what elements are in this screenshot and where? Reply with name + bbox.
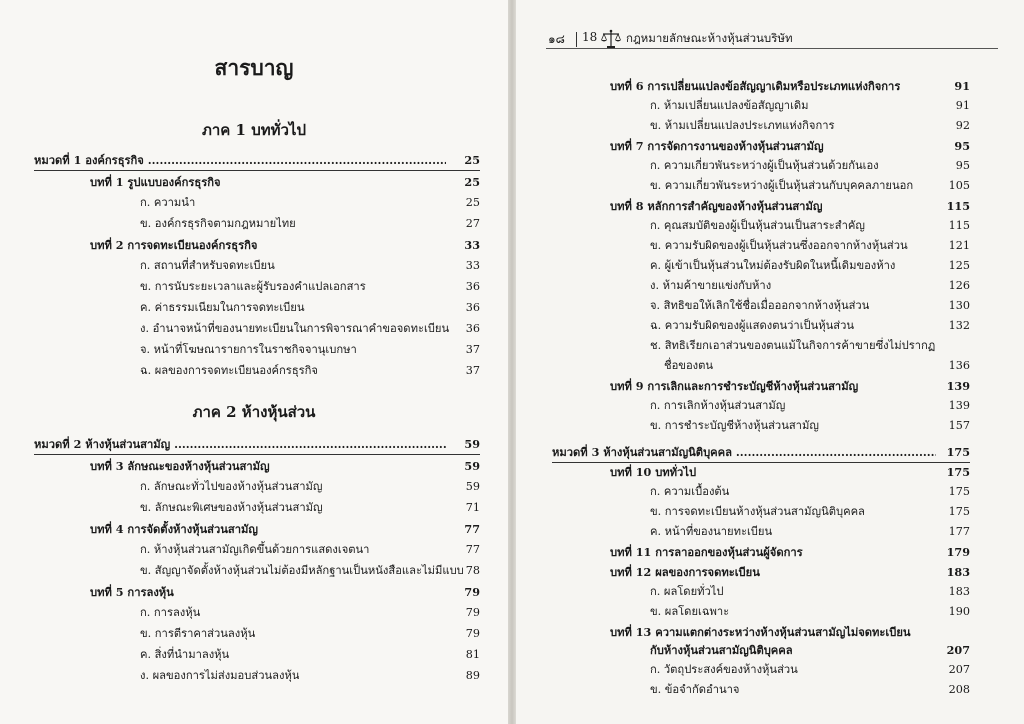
toc-entry-page: 95 [955,159,970,172]
toc-entry-label: บทที่ 1 รูปแบบองค์กรธุรกิจ [90,175,221,189]
toc-entry [140,193,480,213]
toc-entry [650,640,970,660]
chapter-2-rule [34,454,480,455]
toc-entry [650,116,970,136]
toc-entry [140,277,480,297]
toc-entry [650,336,970,356]
chapter-1-rule [34,170,480,171]
toc-chapter-3 [552,442,970,462]
toc-entry [610,462,970,482]
toc-entry-label: ชื่อของตน [664,359,714,372]
toc-entry-page: 208 [948,683,970,696]
toc-entry-label: ค. หน้าที่ของนายทะเบียน [650,525,773,538]
toc-entry [140,498,480,518]
toc-chapter-2 [34,434,480,454]
toc-entry-page: 207 [948,663,970,676]
toc-entry [610,136,970,156]
toc-entry [140,540,480,560]
toc-entry [140,477,480,497]
toc-entry [610,542,970,562]
toc-chapter-1-label: หมวดที่ 1 องค์กรธุรกิจ ..... [34,150,446,170]
toc-entry [610,376,970,396]
toc-entry-page: 95 [954,139,970,153]
toc-entry-page: 59 [464,459,480,473]
toc-entry [610,76,970,96]
toc-entry [650,680,970,700]
toc-entry-page: 37 [465,364,480,377]
toc-entry-label: บทที่ 3 ลักษณะของห้างหุ้นส่วนสามัญ [90,459,270,473]
toc-entry-page: 77 [464,522,480,536]
toc-entry-label: ฉ. ความรับผิดของผู้แสดงตนว่าเป็นหุ้นส่วน [650,319,855,332]
toc-entry-label: ก. คุณสมบัติของผู้เป็นหุ้นส่วนเป็นสาระสำคัญ [650,219,865,232]
header-page-number: 18 [582,30,598,44]
toc-entry-label: ข. การจดทะเบียนห้างหุ้นส่วนสามัญนิติบุคคล [650,505,865,518]
toc-entry-page: 132 [948,319,970,332]
header-rule [546,48,998,49]
toc-entry-label: ก. ผลโดยทั่วไป [650,585,724,598]
toc-entry-label: ค. ค่าธรรมเนียมในการจดทะเบียน [140,301,305,314]
toc-entry-label: ค. ผู้เข้าเป็นหุ้นส่วนใหม่ต้องรับผิดในหนี้เดิมของห้าง [650,259,896,272]
toc-entry [140,666,480,686]
toc-entry-page: 79 [464,585,480,599]
toc-entry-page: 27 [465,217,480,230]
toc-entry-label: จ. หน้าที่โฆษณารายการในราชกิจจานุเบกษา [140,343,357,356]
toc-entry-page: 105 [948,179,970,192]
toc-entry [650,96,970,116]
toc-entry-page: 78 [465,564,480,577]
toc-entry-page: 179 [946,545,970,559]
toc-entry [650,660,970,680]
toc-entry-page: 91 [954,79,970,93]
header-page-number-thai: ๑๘ [548,32,565,46]
toc-chapter-2-page: 59 [464,437,480,451]
toc-entry-page: 115 [946,199,970,213]
toc-entry-label: ข. การชำระบัญชีห้างหุ้นส่วนสามัญ [650,419,819,432]
toc-entry [90,519,480,539]
toc-entry-page: 175 [948,485,970,498]
toc-entry [140,256,480,276]
toc-entry [650,156,970,176]
toc-entry-label: ก. สถานที่สำหรับจดทะเบียน [140,259,275,272]
toc-entry-label: ฉ. ผลของการจดทะเบียนองค์กรธุรกิจ [140,364,318,377]
toc-entry-label: ค. สิ่งที่นำมาลงหุ้น [140,648,230,661]
header-book-title: กฎหมายลักษณะห้างหุ้นส่วนบริษัท [626,31,793,45]
toc-entry-label: ก. วัตถุประสงค์ของห้างหุ้นส่วน [650,663,798,676]
toc-entry [650,276,970,296]
left-page [0,0,508,724]
toc-entry-label: กับห้างหุ้นส่วนสามัญนิติบุคคล [650,643,793,657]
toc-entry-label: ข. องค์กรธุรกิจตามกฎหมายไทย [140,217,296,230]
toc-entry-label: ก. ลักษณะทั่วไปของห้างหุ้นส่วนสามัญ [140,480,323,493]
toc-entry-page: 25 [465,196,480,209]
toc-entry [140,319,480,339]
toc-entry-page: 59 [465,480,480,493]
toc-entry [650,316,970,336]
toc-entry-label: ง. ผลของการไม่ส่งมอบส่วนลงหุ้น [140,669,300,682]
toc-entry [650,482,970,502]
toc-entry-page: 89 [465,669,480,682]
toc-entry-label: บทที่ 2 การจดทะเบียนองค์กรธุรกิจ [90,238,258,252]
toc-entry-page: 175 [946,465,970,479]
toc-entry-label: ข. ข้อจำกัดอำนาจ [650,683,740,696]
toc-entry-page: 115 [948,219,970,232]
toc-entry [650,582,970,602]
toc-entry-page: 81 [465,648,480,661]
toc-entry-label: จ. สิทธิขอให้เลิกใช้ชื่อเมื่อออกจากห้างหุ้นส่วน [650,299,870,312]
toc-entry-page: 139 [948,399,970,412]
toc-chapter-3-label: หมวดที่ 3 ห้างหุ้นส่วนสามัญนิติบุคคล ..... [552,442,936,462]
toc-entry-label: บทที่ 11 การลาออกของหุ้นส่วนผู้จัดการ [610,545,803,559]
toc-entry-page: 136 [948,359,970,372]
toc-entry-page: 183 [946,565,970,579]
toc-entry-page: 190 [948,605,970,618]
toc-entry-label: ก. การเลิกห้างหุ้นส่วนสามัญ [650,399,786,412]
toc-entry [610,196,970,216]
toc-entry [650,216,970,236]
toc-entry-page: 33 [464,238,480,252]
toc-entry-label: ง. อำนาจหน้าที่ของนายทะเบียนในการพิจารณาคำขอจดทะเบียน [140,322,450,335]
toc-entry-page: 37 [465,343,480,356]
toc-entry-page: 77 [465,543,480,556]
toc-entry-label: ข. ผลโดยเฉพาะ [650,605,730,618]
toc-entry [650,602,970,622]
toc-entry [140,645,480,665]
toc-entry [90,172,480,192]
toc-entry-page: 121 [948,239,970,252]
toc-entry-label: ข. ห้ามเปลี่ยนแปลงประเภทแห่งกิจการ [650,119,835,132]
toc-entry-page: 207 [946,643,970,657]
toc-entry-page: 92 [955,119,970,132]
toc-entry-label: ข. การนับระยะเวลาและผู้รับรองคำแปลเอกสาร [140,280,366,293]
toc-entry [650,416,970,436]
toc-entry-label: บทที่ 9 การเลิกและการชำระบัญชีห้างหุ้นส่วนสามัญ [610,379,859,393]
right-page [516,0,1024,724]
toc-entry [610,562,970,582]
toc-entry [664,356,970,376]
toc-entry [650,296,970,316]
book-gutter [508,0,516,724]
toc-chapter-2-label: หมวดที่ 2 ห้างหุ้นส่วนสามัญ ..... [34,434,446,454]
toc-entry [650,502,970,522]
toc-entry-page: 175 [948,505,970,518]
toc-title: สารบาญ [214,55,294,80]
toc-entry [140,214,480,234]
toc-entry-label: บทที่ 5 การลงหุ้น [90,585,174,599]
toc-entry-label: บทที่ 12 ผลของการจดทะเบียน [610,565,760,579]
toc-entry [650,256,970,276]
toc-entry [140,298,480,318]
scales-of-justice-icon [600,29,622,49]
toc-entry-page: 183 [948,585,970,598]
toc-entry-label: ข. ลักษณะพิเศษของห้างหุ้นส่วนสามัญ [140,501,323,514]
toc-entry-label: ก. ห้ามเปลี่ยนแปลงข้อสัญญาเดิม [650,99,809,112]
part-2-title: ภาค 2 ห้างหุ้นส่วน [192,403,316,421]
toc-chapter-3-page: 175 [946,445,970,459]
toc-entry-page: 91 [955,99,970,112]
toc-entry-label: บทที่ 13 ความแตกต่างระหว่างห้างหุ้นส่วนสามัญไม่จดทะเบียน [610,625,911,639]
toc-entry-label: ก. ห้างหุ้นส่วนสามัญเกิดขึ้นด้วยการแสดงเจตนา [140,543,370,556]
toc-chapter-1-page: 25 [464,153,480,167]
running-header [516,30,1024,50]
toc-entry-label: บทที่ 6 การเปลี่ยนแปลงข้อสัญญาเดิมหรือประเภทแห่งกิจการ [610,79,901,93]
toc-entry-page: 36 [465,280,480,293]
toc-entry-label: ข. ความเกี่ยวพันระหว่างผู้เป็นหุ้นส่วนกับบุคคลภายนอก [650,179,914,192]
toc-entry [140,361,480,381]
header-separator [576,32,577,47]
toc-entry-label: บทที่ 8 หลักการสำคัญของห้างหุ้นส่วนสามัญ [610,199,823,213]
toc-entry-label: บทที่ 4 การจัดตั้งห้างหุ้นส่วนสามัญ [90,522,258,536]
toc-entry-page: 25 [464,175,480,189]
toc-entry [90,582,480,602]
toc-entry-page: 130 [948,299,970,312]
toc-entry [90,235,480,255]
toc-entry-label: ก. ความเบื้องต้น [650,485,730,498]
toc-entry-page: 125 [948,259,970,272]
toc-chapter-1 [34,150,480,170]
toc-entry-page: 71 [465,501,480,514]
toc-entry-label: ข. การตีราคาส่วนลงหุ้น [140,627,256,640]
toc-entry-label: ก. ความนำ [140,196,196,209]
toc-entry-label: ข. สัญญาจัดตั้งห้างหุ้นส่วนไม่ต้องมีหลักฐานเป็นหนังสือและไม่มีแบบ [140,564,464,577]
toc-entry-page: 36 [465,322,480,335]
toc-entry-page: 139 [946,379,970,393]
toc-entry [650,522,970,542]
toc-entry-label: ง. ห้ามค้าขายแข่งกับห้าง [650,279,772,292]
part-1-title: ภาค 1 บททั่วไป [201,121,306,139]
toc-entry-label: บทที่ 7 การจัดการงานของห้างหุ้นส่วนสามัญ [610,139,824,153]
toc-entry-page: 36 [465,301,480,314]
toc-entry-label: บทที่ 10 บททั่วไป [610,465,697,479]
toc-entry [140,561,480,581]
toc-entry [610,622,970,642]
toc-entry [650,236,970,256]
toc-entry-label: ช. สิทธิเรียกเอาส่วนของตนแม้ในกิจการค้าขายซึ่งไม่ปรากฏ [650,339,936,352]
toc-entry [90,456,480,476]
toc-entry-page: 177 [948,525,970,538]
toc-entry-page: 126 [948,279,970,292]
toc-entry [650,396,970,416]
toc-entry [140,603,480,623]
toc-entry [140,340,480,360]
toc-entry-label: ก. ความเกี่ยวพันระหว่างผู้เป็นหุ้นส่วนด้วยกันเอง [650,159,879,172]
toc-entry-page: 157 [948,419,970,432]
toc-entry [140,624,480,644]
toc-entry-label: ข. ความรับผิดของผู้เป็นหุ้นส่วนซึ่งออกจากห้างหุ้นส่วน [650,239,908,252]
toc-entry-label: ก. การลงหุ้น [140,606,201,619]
toc-entry-page: 33 [465,259,480,272]
toc-entry-page: 79 [465,606,480,619]
toc-entry [650,176,970,196]
toc-entry-page: 79 [465,627,480,640]
